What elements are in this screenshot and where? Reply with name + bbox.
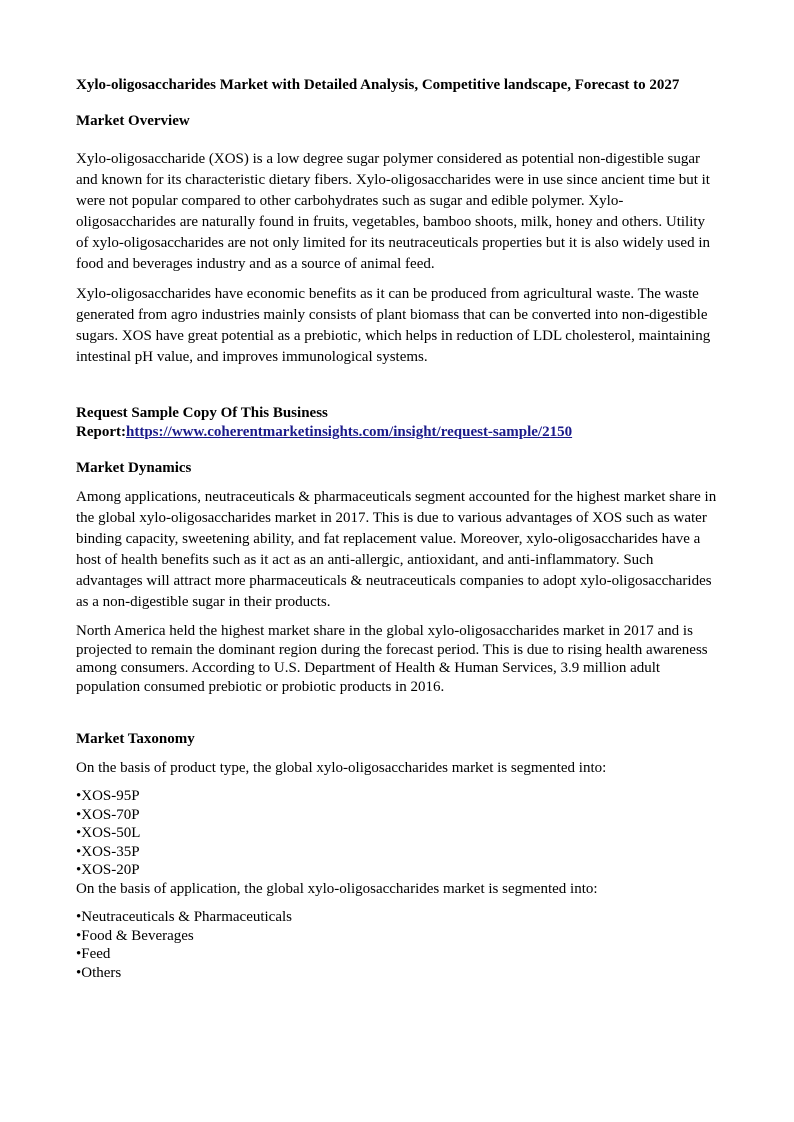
- list-item: • XOS-20P: [76, 861, 718, 880]
- application-list: [76, 908, 718, 982]
- market-overview-heading: Market Overview: [76, 113, 190, 129]
- document-page: [76, 76, 718, 982]
- dynamics-paragraph-1: Among applications, neutraceuticals & pharmaceuticals segment accounted for the highest market share in the global xylo-oligosaccharides market in 2017. This is due to various advantages of XOS such as water binding capacity, sweetening ability, and fat replacement value. Moreover, xylo-oligosaccharides have a host of health benefits such as it act as an anti-allergic, antioxidant, and anti-inflammatory. Such advantages will attract more pharmaceuticals & neutraceuticals companies to adopt xylo-oligosaccharides as a non-digestible sugar in their products.: [76, 489, 717, 610]
- request-sample-label: Request Sample Copy Of This Business: [76, 405, 328, 421]
- overview-paragraph-1: Xylo-oligosaccharide (XOS) is a low degree sugar polymer considered as potential non-digestible sugar and known for its characteristic dietary fibers. Xylo-oligosaccharides were in use since ancient time but it were not popular compared to other carbohydrates such as sugar and edible polymer. Xylo-oligosaccharides are naturally found in fruits, vegetables, bamboo shoots, milk, honey and others. Utility of xylo-oligosaccharides are not only limited for its neutraceuticals properties but it is also widely used in food and beverages industry and as a source of animal feed.: [76, 151, 711, 272]
- request-sample-report-label: Report:: [76, 423, 126, 440]
- application-intro: On the basis of application, the global xylo-oligosaccharides market is segmented into:: [76, 880, 598, 897]
- list-item: • Others: [76, 964, 718, 983]
- market-dynamics-heading: Market Dynamics: [76, 460, 192, 476]
- list-item: • Feed: [76, 945, 718, 964]
- dynamics-paragraph-2: North America held the highest market share in the global xylo-oligosaccharides market in 2017 and is projected to remain the dominant region during the forecast period. This is due to rising health awareness among consumers. According to U.S. Department of Health & Human Services, 3.9 million adult population consumed prebiotic or probiotic products in 2016.: [76, 623, 708, 695]
- request-sample-link[interactable]: https://www.coherentmarketinsights.com/insight/request-sample/2150: [125, 423, 573, 440]
- market-taxonomy-heading: Market Taxonomy: [76, 731, 195, 747]
- document-title: Xylo-oligosaccharides Market with Detailed Analysis, Competitive landscape, Forecast to 2027: [76, 77, 680, 93]
- list-item: • XOS-70P: [76, 806, 718, 825]
- list-item: • XOS-35P: [76, 843, 718, 862]
- list-item: • XOS-95P: [76, 787, 718, 806]
- request-sample-line: [76, 404, 718, 441]
- overview-paragraph-2: Xylo-oligosaccharides have economic benefits as it can be produced from agricultural waste. The waste generated from agro industries mainly consists of plant biomass that can be converted into non-digestible sugars. XOS have great potential as a prebiotic, which helps in reduction of LDL cholesterol, maintaining intestinal pH value, and improves immunological systems.: [76, 286, 711, 365]
- list-item: • XOS-50L: [76, 824, 718, 843]
- list-item: • Food & Beverages: [76, 927, 718, 946]
- product-type-intro: On the basis of product type, the global xylo-oligosaccharides market is segmented into:: [76, 760, 607, 776]
- product-type-list: [76, 787, 718, 880]
- list-item: • Neutraceuticals & Pharmaceuticals: [76, 908, 718, 927]
